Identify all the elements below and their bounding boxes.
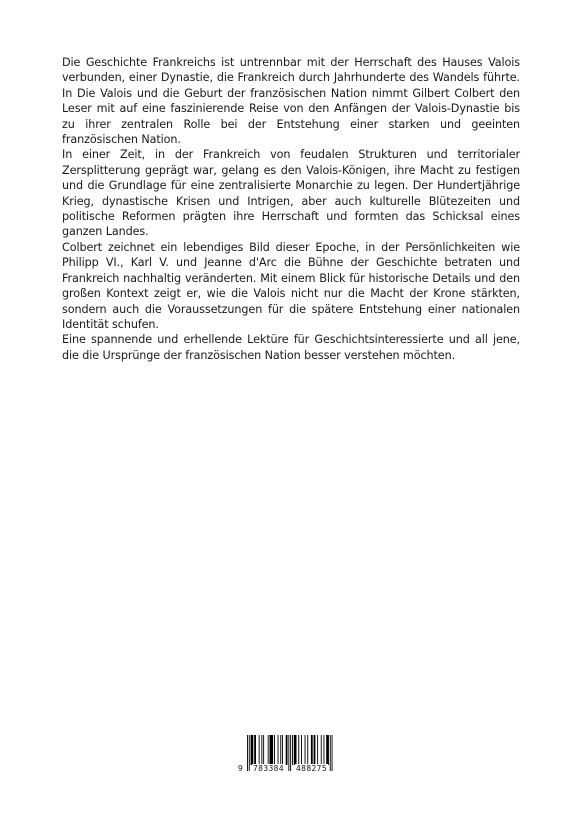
barcode-guard-bar [290,735,291,771]
barcode-bar [326,735,329,765]
barcode-guard-bar [288,735,289,771]
barcode-bar [261,735,262,765]
blurb-paragraph-4: Eine spannende und erhellende Lektüre für Geschichtsinteressierte und all jene, die die Ursprünge der französischen Nation besser verstehen möchten. [62,333,520,362]
barcode-bar [305,735,306,765]
barcode-bar [278,735,279,765]
blurb-paragraph-1: Die Geschichte Frankreichs ist untrennbar mit der Herrschaft des Hauses Valois verbunden, einer Dynastie, die Frankreich durch Jahrhunderte des Wandels führte. In Die Valois und die Geburt der französischen Nation nimmt Gilbert Colbert den Leser mit auf eine faszinierende Reise von den Anfängen der Valois-Dynastie bis zu ihrer zentralen Rolle bei der Entstehung einer starken und geeinten französischen Nation. [62,56,520,147]
barcode-bar [317,735,318,765]
barcode-bar [314,735,316,765]
barcode-bar [298,735,299,765]
barcode-bar [270,735,274,765]
barcode-bar [280,735,281,765]
isbn-barcode [238,735,340,783]
barcode-bar [307,735,308,765]
barcode-bar [294,735,297,765]
barcode-bar [282,735,283,765]
barcode-bar [301,735,302,765]
barcode-left-digits: 783384 [253,764,285,773]
barcode-bar [254,735,256,765]
barcode-guard-bar [249,735,250,771]
blurb-paragraph-2: In einer Zeit, in der Frankreich von feudalen Strukturen und territorialer Zersplitterung geprägt war, gelang es den Valois-Königen, ihre Macht zu festigen und die Grundlage für eine zentralisierte Monarchie zu legen. Der Hundertjährige Krieg, dynastische Krisen und Intrigen, aber auch kulturelle Blütezeiten und politische Reformen prägten ihre Herrschaft und formten das Schicksal eines ganzen Landes. [62,148,520,239]
barcode-right-digits: 488275 [296,764,328,773]
barcode-guard-bar [330,735,331,771]
back-cover-blurb [62,55,520,363]
barcode-bar [311,735,313,765]
blurb-paragraph-3: Colbert zeichnet ein lebendiges Bild dieser Epoche, in der Persönlichkeiten wie Philipp VI., Karl V. und Jeanne d'Arc die Bühne der Geschichte betraten und Frankreich nachhaltig veränderten. Mit einem Blick für historische Details und den großen Kontext zeigt er, wie die Valois nicht nur die Macht der Krone stärkten, sondern auch die Voraussetzungen für die spätere Entstehung einer nationalen Identität schufen. [62,240,520,331]
barcode-bar [263,735,264,765]
barcode-bar [286,735,288,765]
barcode-prefix-digit: 9 [238,764,244,773]
barcode-bar [274,735,275,765]
barcode-guard-bar [332,735,333,771]
barcode-bar [321,735,322,765]
barcode-bar [268,735,269,765]
barcode-bar [292,735,293,765]
barcode-bar [251,735,254,765]
barcode-bar [259,735,260,765]
barcode-bar [324,735,325,765]
barcode-guard-bar [247,735,248,771]
